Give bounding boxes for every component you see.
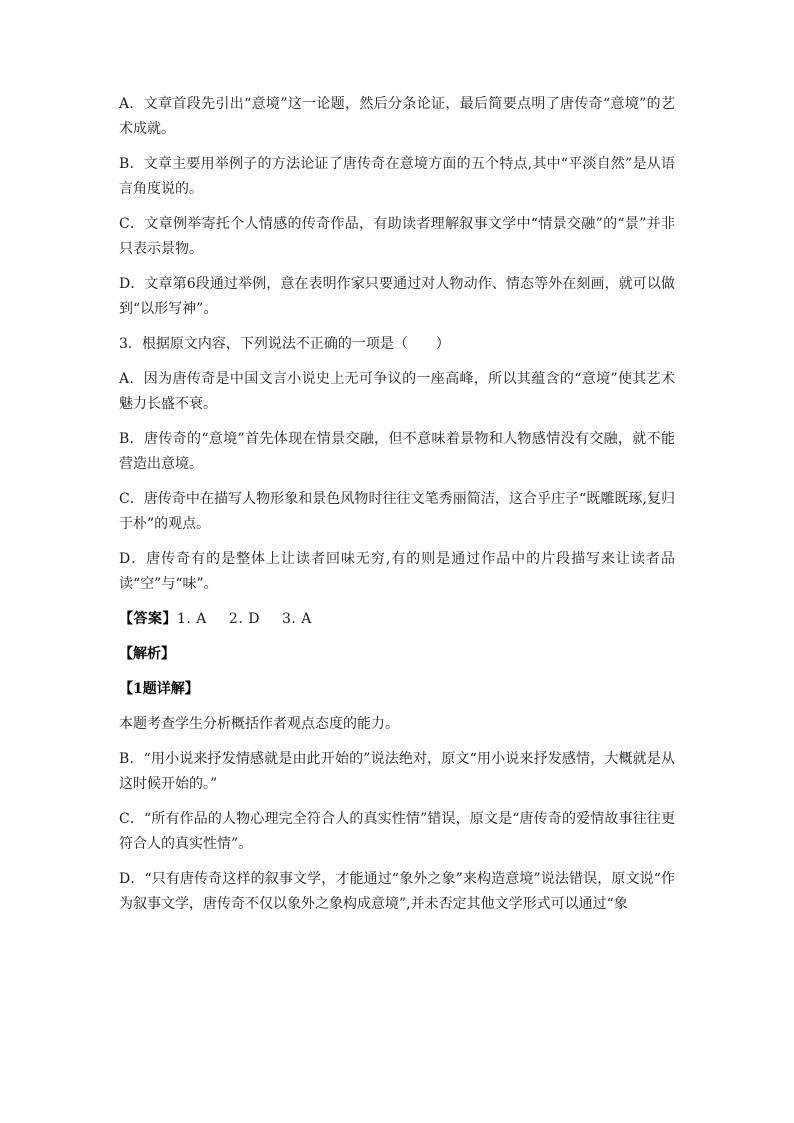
analysis-c: C．“所有作品的人物心理完全符合人的真实性情”错误，原文是“唐传奇的爱情故事往往更符合人的真实性情”。 (119, 811, 675, 852)
answer-item-2: 2. D (228, 611, 260, 627)
detail-label: 【1题详解】 (119, 681, 199, 697)
q3-stem: 3．根据原文内容，下列说法不正确的一项是（ ） (119, 336, 450, 352)
answer-item-3: 3. A (281, 611, 312, 627)
q2-option-b: B．文章主要用举例子的方法论证了唐传奇在意境方面的五个特点,其中“平淡自然”是从语言角度说的。 (119, 156, 675, 197)
analysis-heading (119, 642, 675, 667)
q2-option-c: C．文章例举寄托个人情感的传奇作品，有助读者理解叙事文学中“情景交融”的“景”并非只表示景物。 (119, 216, 675, 257)
q2-option-a: A．文章首段先引出“意境”这一论题，然后分条论证，最后简要点明了唐传奇“意境”的艺术成就。 (119, 96, 675, 137)
answer-line (119, 607, 675, 632)
detail-heading (119, 677, 675, 702)
q3-option-a: A．因为唐传奇是中国文言小说史上无可争议的一座高峰，所以其蕴含的“意境”使其艺术魅力长盛不衰。 (119, 371, 675, 412)
analysis-d: D．“只有唐传奇这样的叙事文学，才能通过“象外之象”来构造意境”说法错误，原文说“作为叙事文学，唐传奇不仅以象外之象构成意境”,并未否定其他文学形式可以通过“象 (119, 871, 675, 912)
answer-label: 【答案】 (119, 611, 177, 627)
q3-option-b: B．唐传奇的“意境”首先体现在情景交融，但不意味着景物和人物感情没有交融，就不能营造出意境。 (119, 431, 675, 472)
analysis-label: 【解析】 (119, 646, 175, 662)
analysis-intro: 本题考查学生分析概括作者观点态度的能力。 (119, 716, 399, 732)
q3-option-d: D．唐传奇有的是整体上让读者回味无穷,有的则是通过作品中的片段描写来让读者品读“空”与“味”。 (119, 551, 675, 592)
document-page (119, 92, 675, 927)
q3-option-c: C．唐传奇中在描写人物形象和景色风物时往往文笔秀丽简洁，这合乎庄子“既雕既琢,复归于朴”的观点。 (119, 491, 675, 532)
analysis-b: B．“用小说来抒发情感就是由此开始的”说法绝对，原文“用小说来抒发感情，大概就是从这时候开始的。” (119, 751, 675, 792)
answer-item-1: 1. A (177, 611, 207, 627)
q2-option-d: D．文章第6段通过举例，意在表明作家只要通过对人物动作、情态等外在刻画，就可以做到“以形写神”。 (119, 276, 675, 317)
